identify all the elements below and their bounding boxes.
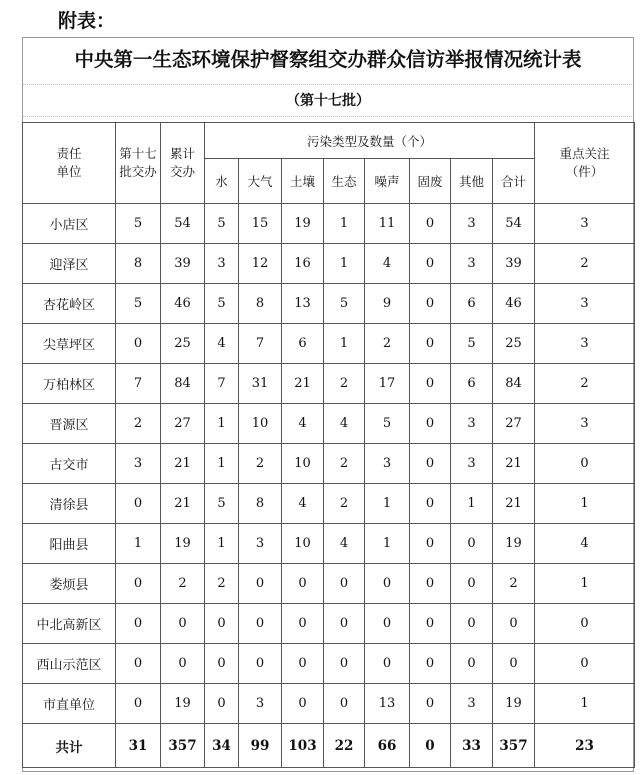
- cell-ecology: 2: [324, 364, 365, 404]
- cell-water: 3: [205, 244, 239, 284]
- cell-other: 0: [451, 524, 493, 564]
- cell-water: 1: [205, 444, 239, 484]
- divider-line: [22, 116, 634, 117]
- cell-soil: 10: [282, 444, 324, 484]
- cell-air: 15: [239, 204, 282, 244]
- cell-air: 3: [239, 524, 282, 564]
- cell-other: 3: [451, 684, 493, 724]
- cell-focus: 1: [535, 564, 635, 604]
- table-row: [23, 364, 635, 404]
- cell-other: 3: [451, 244, 493, 284]
- cell-total: 0: [493, 604, 535, 644]
- cell-other: 0: [451, 564, 493, 604]
- cell-water: 0: [205, 604, 239, 644]
- cell-noise: 0: [365, 564, 410, 604]
- cell-noise: 1: [365, 524, 410, 564]
- cell-ecology: 0: [324, 644, 365, 684]
- cell-other: 6: [451, 284, 493, 324]
- table-row: [23, 324, 635, 364]
- cell-total: 2: [493, 564, 535, 604]
- cell-water: 1: [205, 524, 239, 564]
- cell-batch: 0: [116, 644, 161, 684]
- cell-cumulative: 19: [161, 524, 205, 564]
- cell-batch: 3: [116, 444, 161, 484]
- cell-noise: 9: [365, 284, 410, 324]
- cell-water: 5: [205, 204, 239, 244]
- table-row: [23, 484, 635, 524]
- cell-unit: 杏花岭区: [23, 284, 116, 324]
- cell-unit: 阳曲县: [23, 524, 116, 564]
- cell-unit: 娄烦县: [23, 564, 116, 604]
- cell-noise: 0: [365, 604, 410, 644]
- cell-batch: 8: [116, 244, 161, 284]
- cell-focus: 0: [535, 644, 635, 684]
- cell-total: 84: [493, 364, 535, 404]
- header-unit-line2: 单位: [56, 164, 82, 179]
- cell-batch: 0: [116, 604, 161, 644]
- table-row: [23, 644, 635, 684]
- cell-cumulative: 46: [161, 284, 205, 324]
- cell-soil: 4: [282, 404, 324, 444]
- header-focus-line1: 重点关注: [559, 146, 610, 161]
- cell-cumulative: 19: [161, 684, 205, 724]
- cell-unit: 尖草坪区: [23, 324, 116, 364]
- cell-other: 3: [451, 204, 493, 244]
- cell-solid-waste: 0: [410, 364, 451, 404]
- cell-total: 46: [493, 284, 535, 324]
- cell-ecology: 0: [324, 684, 365, 724]
- cell-soil: 6: [282, 324, 324, 364]
- cell-noise: 2: [365, 324, 410, 364]
- cell-cumulative: 25: [161, 324, 205, 364]
- cell-water: 0: [205, 644, 239, 684]
- cell-focus: 2: [535, 364, 635, 404]
- cell-water: 0: [205, 684, 239, 724]
- cell-focus: 0: [535, 604, 635, 644]
- cell-noise: 5: [365, 404, 410, 444]
- table-row: [23, 284, 635, 324]
- cell-soil: 4: [282, 484, 324, 524]
- cell-total: 54: [493, 204, 535, 244]
- cell-water: 1: [205, 404, 239, 444]
- header-batch: [116, 123, 161, 204]
- cell-cumulative: 54: [161, 204, 205, 244]
- header-water: 水: [205, 159, 239, 204]
- header-solid-waste: 固废: [410, 159, 451, 204]
- cell-air: 0: [239, 604, 282, 644]
- cell-batch: 5: [116, 284, 161, 324]
- divider-line: [22, 84, 634, 85]
- cell-ecology: 1: [324, 324, 365, 364]
- header-focus-line2: （件）: [565, 164, 604, 179]
- cell-air: 12: [239, 244, 282, 284]
- cell-batch: 2: [116, 404, 161, 444]
- header-batch-line2: 批交办: [119, 164, 157, 179]
- header-unit: [23, 123, 116, 204]
- cell-solid-waste: 0: [410, 564, 451, 604]
- appendix-label: 附表：: [58, 10, 116, 32]
- cell-solid-waste: 0: [410, 604, 451, 644]
- cell-cumulative: 21: [161, 484, 205, 524]
- header-noise: 噪声: [365, 159, 410, 204]
- cell-noise: 13: [365, 684, 410, 724]
- cell-air: 31: [239, 364, 282, 404]
- statistics-table: [22, 122, 635, 768]
- cell-other: 3: [451, 404, 493, 444]
- cell-total: 27: [493, 404, 535, 444]
- cell-cumulative: 39: [161, 244, 205, 284]
- cell-air: 0: [239, 564, 282, 604]
- cell-water: 5: [205, 284, 239, 324]
- total-label: 共计: [23, 724, 116, 768]
- cell-unit: 清徐县: [23, 484, 116, 524]
- table-row: [23, 404, 635, 444]
- cell-other: 5: [451, 324, 493, 364]
- cell-focus: 3: [535, 284, 635, 324]
- cell-air: 0: [239, 644, 282, 684]
- total-row: [23, 724, 635, 768]
- batch-label: （第十七批）: [286, 93, 370, 109]
- cell-total: 19: [493, 524, 535, 564]
- cell-ecology: 4: [324, 404, 365, 444]
- cell-soil: 21: [282, 364, 324, 404]
- cell-ecology: 1: [324, 204, 365, 244]
- cell-cumulative: 2: [161, 564, 205, 604]
- cell-cumulative: 0: [161, 604, 205, 644]
- cell-focus: 3: [535, 324, 635, 364]
- header-total: 合计: [493, 159, 535, 204]
- header-soil: 土壤: [282, 159, 324, 204]
- cell-ecology: 2: [324, 484, 365, 524]
- cell-unit: 市直单位: [23, 684, 116, 724]
- header-ecology: 生态: [324, 159, 365, 204]
- cell-noise: 3: [365, 444, 410, 484]
- cell-total: 25: [493, 324, 535, 364]
- cell-solid-waste: 0: [410, 404, 451, 444]
- cell-other: 1: [451, 484, 493, 524]
- cell-unit: 迎泽区: [23, 244, 116, 284]
- cell-other: 0: [451, 604, 493, 644]
- cell-focus: 4: [535, 524, 635, 564]
- cell-water: 2: [205, 564, 239, 604]
- table-title: 中央第一生态环境保护督察组交办群众信访举报情况统计表: [74, 48, 582, 71]
- header-batch-line1: 第十七: [119, 146, 157, 161]
- table-row: [23, 604, 635, 644]
- header-focus: [535, 123, 635, 204]
- cell-other: 0: [451, 644, 493, 684]
- cell-ecology: 5: [324, 284, 365, 324]
- cell-ecology: 0: [324, 604, 365, 644]
- cell-total: 21: [493, 484, 535, 524]
- total-water: 34: [205, 724, 239, 768]
- cell-noise: 0: [365, 644, 410, 684]
- cell-air: 3: [239, 684, 282, 724]
- cell-soil: 13: [282, 284, 324, 324]
- cell-soil: 0: [282, 564, 324, 604]
- cell-batch: 0: [116, 324, 161, 364]
- cell-batch: 5: [116, 204, 161, 244]
- table-row: [23, 244, 635, 284]
- cell-other: 3: [451, 444, 493, 484]
- cell-water: 4: [205, 324, 239, 364]
- header-air: 大气: [239, 159, 282, 204]
- cell-unit: 万柏林区: [23, 364, 116, 404]
- cell-focus: 3: [535, 404, 635, 444]
- cell-air: 8: [239, 284, 282, 324]
- total-solid-waste: 0: [410, 724, 451, 768]
- total-total: 357: [493, 724, 535, 768]
- header-other: 其他: [451, 159, 493, 204]
- cell-unit: 晋源区: [23, 404, 116, 444]
- cell-solid-waste: 0: [410, 644, 451, 684]
- cell-solid-waste: 0: [410, 284, 451, 324]
- total-cumulative: 357: [161, 724, 205, 768]
- cell-solid-waste: 0: [410, 684, 451, 724]
- cell-total: 21: [493, 444, 535, 484]
- cell-noise: 4: [365, 244, 410, 284]
- cell-batch: 0: [116, 484, 161, 524]
- table-row: [23, 444, 635, 484]
- cell-water: 5: [205, 484, 239, 524]
- cell-cumulative: 84: [161, 364, 205, 404]
- cell-solid-waste: 0: [410, 204, 451, 244]
- cell-focus: 3: [535, 204, 635, 244]
- cell-ecology: 2: [324, 444, 365, 484]
- cell-unit: 西山示范区: [23, 644, 116, 684]
- cell-cumulative: 0: [161, 644, 205, 684]
- cell-solid-waste: 0: [410, 484, 451, 524]
- cell-total: 0: [493, 644, 535, 684]
- total-soil: 103: [282, 724, 324, 768]
- cell-noise: 11: [365, 204, 410, 244]
- cell-focus: 0: [535, 444, 635, 484]
- cell-air: 2: [239, 444, 282, 484]
- cell-total: 19: [493, 684, 535, 724]
- cell-batch: 7: [116, 364, 161, 404]
- cell-soil: 0: [282, 684, 324, 724]
- cell-other: 6: [451, 364, 493, 404]
- cell-ecology: 0: [324, 564, 365, 604]
- cell-unit: 小店区: [23, 204, 116, 244]
- cell-total: 39: [493, 244, 535, 284]
- cell-focus: 2: [535, 244, 635, 284]
- cell-unit: 中北高新区: [23, 604, 116, 644]
- cell-ecology: 1: [324, 244, 365, 284]
- cell-batch: 0: [116, 684, 161, 724]
- cell-unit: 古交市: [23, 444, 116, 484]
- cell-water: 7: [205, 364, 239, 404]
- cell-solid-waste: 0: [410, 444, 451, 484]
- cell-focus: 1: [535, 484, 635, 524]
- total-noise: 66: [365, 724, 410, 768]
- cell-solid-waste: 0: [410, 524, 451, 564]
- cell-soil: 19: [282, 204, 324, 244]
- cell-soil: 16: [282, 244, 324, 284]
- total-ecology: 22: [324, 724, 365, 768]
- table-row: [23, 684, 635, 724]
- cell-air: 7: [239, 324, 282, 364]
- cell-soil: 10: [282, 524, 324, 564]
- header-pollution-group: 污染类型及数量（个）: [205, 123, 535, 159]
- table-row: [23, 204, 635, 244]
- cell-air: 8: [239, 484, 282, 524]
- total-air: 99: [239, 724, 282, 768]
- cell-solid-waste: 0: [410, 244, 451, 284]
- total-focus: 23: [535, 724, 635, 768]
- cell-noise: 17: [365, 364, 410, 404]
- cell-focus: 1: [535, 684, 635, 724]
- total-other: 33: [451, 724, 493, 768]
- cell-soil: 0: [282, 604, 324, 644]
- cell-batch: 0: [116, 564, 161, 604]
- cell-cumulative: 27: [161, 404, 205, 444]
- header-cumulative-line2: 交办: [169, 164, 195, 179]
- table-row: [23, 524, 635, 564]
- header-cumulative: [161, 123, 205, 204]
- cell-batch: 1: [116, 524, 161, 564]
- cell-air: 10: [239, 404, 282, 444]
- cell-soil: 0: [282, 644, 324, 684]
- header-unit-line1: 责任: [56, 146, 82, 161]
- total-batch: 31: [116, 724, 161, 768]
- cell-solid-waste: 0: [410, 324, 451, 364]
- table-row: [23, 564, 635, 604]
- header-cumulative-line1: 累计: [169, 146, 195, 161]
- cell-cumulative: 21: [161, 444, 205, 484]
- cell-ecology: 4: [324, 524, 365, 564]
- cell-noise: 1: [365, 484, 410, 524]
